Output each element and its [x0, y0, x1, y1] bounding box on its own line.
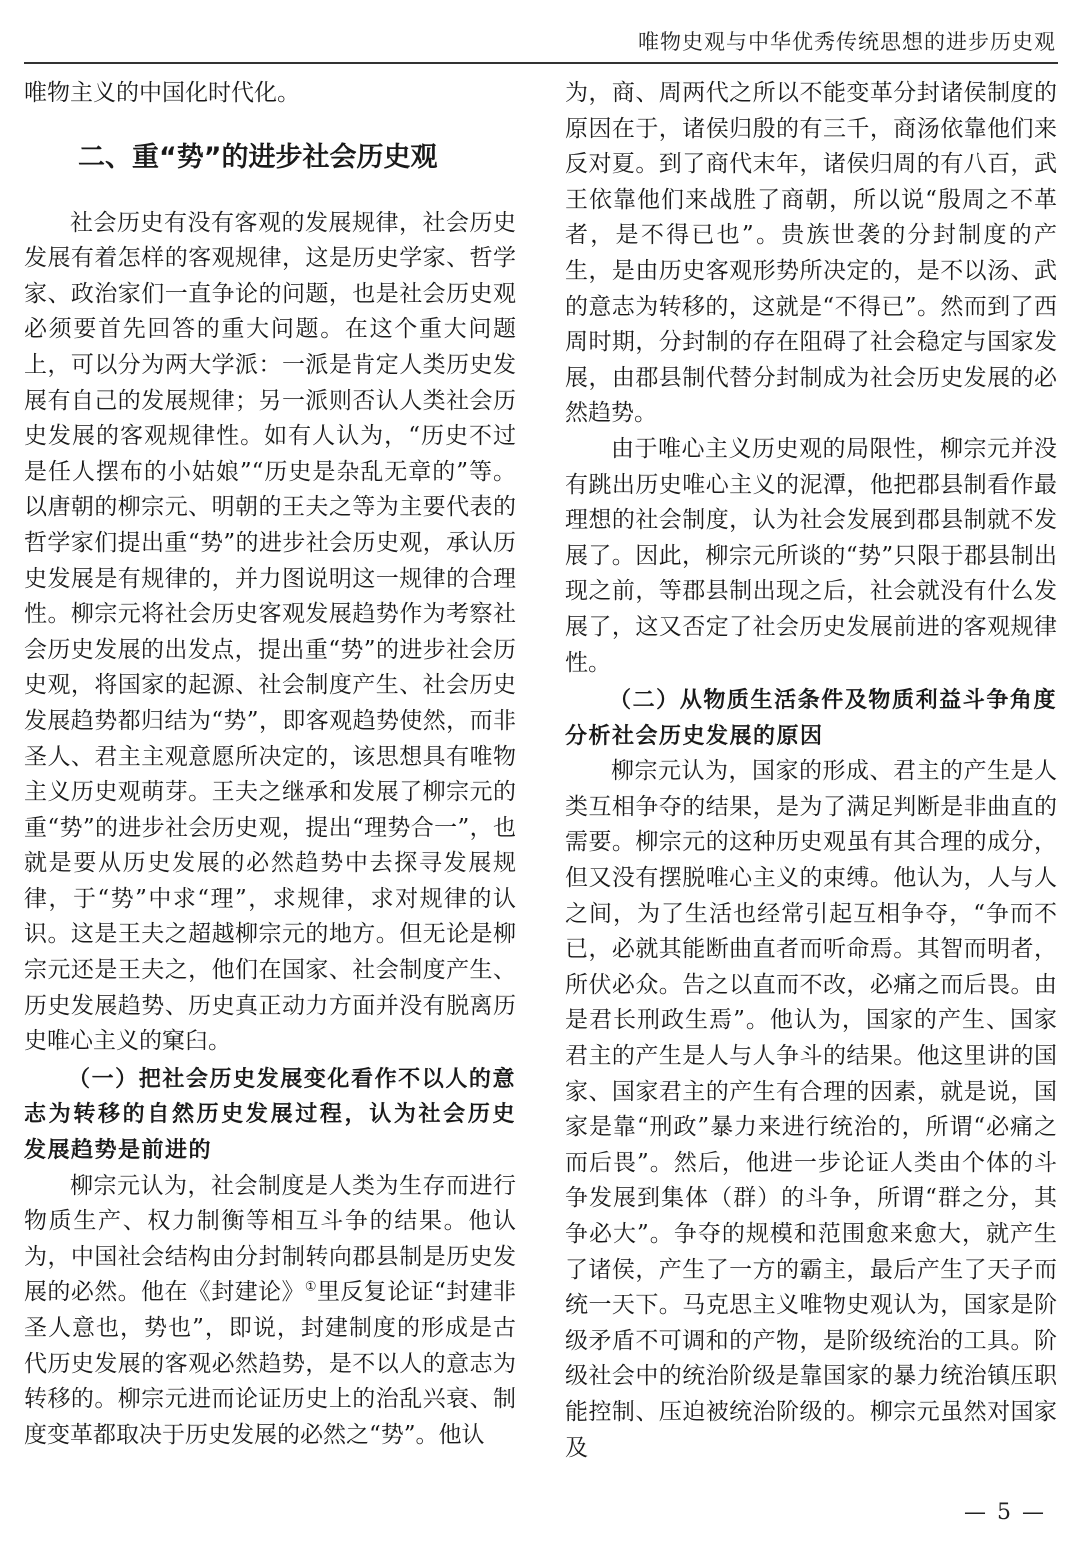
subsection-title-1: （一）把社会历史发展变化看作不以人的意志为转移的自然历史发展过程，认为社会历史发展趋势是前进的 — [24, 1066, 516, 1164]
footnote-marker[interactable]: ① — [304, 1279, 317, 1295]
right-carry-over-text: 为，商、周两代之所以不能变革分封诸侯制度的原因在于，诸侯归殷的有三千，商汤依靠他们来反对夏。到了商代末年，诸侯归周的有八百，武王依靠他们来战胜了商朝，所以说“殷周之不革者，是不得已也”。贵族世袭的分封制度的产生，是由历史客观形势所决定的，是不以汤、武的意志为转移的，这就是“不得已”。然而到了西周时期，分封制的存在阻碍了社会稳定与国家发展，由郡县制代替分封制成为社会历史发展的必然趋势。 — [565, 80, 1057, 427]
header-rule — [24, 62, 1058, 64]
section-title: 二、重“势”的进步社会历史观 — [78, 141, 438, 173]
left-paragraph-2-part-1: 柳宗元认为，社会制度是人类为生存而进行物质生产、权力制衡等相互斗争的结果。他认为，中国社会结构由分封制转向郡县制是历史发展的必然。他在《封建论》 — [24, 1172, 516, 1306]
running-header: 唯物史观与中华优秀传统思想的进步历史观 — [638, 30, 1056, 54]
left-paragraph-1: 社会历史有没有客观的发展规律，社会历史发展有着怎样的客观规律，这是历史学家、哲学家、政治家们一直争论的问题，也是社会历史观必须要首先回答的重大问题。在这个重大问题上，可以分为两大学派：一派是肯定人类历史发展有自己的发展规律；另一派则否认人类社会历史发展的客观规律性。如有人认为，“历史不过是任人摆布的小姑娘”“历史是杂乱无章的”等。以唐朝的柳宗元、明朝的王夫之等为主要代表的哲学家们提出重“势”的进步社会历史观，承认历史发展是有规律的，并力图说明这一规律的合理性。柳宗元将社会历史客观发展趋势作为考察社会历史发展的出发点，提出重“势”的进步社会历史观，将国家的起源、社会制度产生、社会历史发展趋势都归结为“势”，即客观趋势使然，而非圣人、君主主观意愿所决定的，该思想具有唯物主义历史观萌芽。王夫之继承和发展了柳宗元的重“势”的进步社会历史观，提出“理势合一”，也就是要从历史发展的必然趋势中去探寻发展规律，于“势”中求“理”，求规律，求对规律的认识。这是王夫之超越柳宗元的地方。但无论是柳宗元还是王夫之，他们在国家、社会制度产生、历史发展趋势、历史真正动力方面并没有脱离历史唯心主义的窠臼。 — [24, 209, 516, 1055]
right-column — [565, 76, 1057, 1466]
page-number: — 5 — — [964, 1500, 1046, 1525]
left-carry-over-text: 唯物主义的中国化时代化。 — [24, 80, 300, 106]
subsection-title-2: （二）从物质生活条件及物质利益斗争角度分析社会历史发展的原因 — [565, 688, 1057, 749]
left-paragraph-2-part-2: 里反复论证“封建非圣人意也，势也”，即说，封建制度的形成是古代历史发展的客观必然趋势，是不以人的意志为转移的。柳宗元进而论证历史上的治乱兴衰、制度变革都取决于历史发展的必然之“势”。他认 — [24, 1279, 517, 1448]
left-paragraph-2 — [24, 1169, 516, 1454]
left-column — [24, 76, 516, 1453]
right-paragraph-1: 由于唯心主义历史观的局限性，柳宗元并没有跳出历史唯心主义的泥潭，他把郡县制看作最理想的社会制度，认为社会发展到郡县制就不发展了。因此，柳宗元所谈的“势”只限于郡县制出现之前，等郡县制出现之后，社会就没有什么发展了，这又否定了社会历史发展前进的客观规律性。 — [565, 435, 1057, 676]
right-paragraph-2: 柳宗元认为，国家的形成、君主的产生是人类互相争夺的结果，是为了满足判断是非曲直的需要。柳宗元的这种历史观虽有其合理的成分，但又没有摆脱唯心主义的束缚。他认为，人与人之间，为了生活也经常引起互相争夺，“争而不已，必就其能断曲直者而听命焉。其智而明者，所伏必众。告之以直而不改，必痛之而后畏。由是君长刑政生焉”。他认为，国家的产生、国家君主的产生是人与人争斗的结果。他这里讲的国家、国家君主的产生有合理的因素，就是说，国家是靠“刑政”暴力来进行统治的，所谓“必痛之而后畏”。然后，他进一步论证人类由个体的斗争发展到集体（群）的斗争，所谓“群之分，其争必大”。争夺的规模和范围愈来愈大，就产生了诸侯，产生了一方的霸主，最后产生了天子而统一天下。马克思主义唯物史观认为，国家是阶级矛盾不可调和的产物，是阶级统治的工具。阶级社会中的统治阶级是靠国家的暴力统治镇压职能控制、压迫被统治阶级的。柳宗元虽然对国家及 — [565, 758, 1057, 1461]
